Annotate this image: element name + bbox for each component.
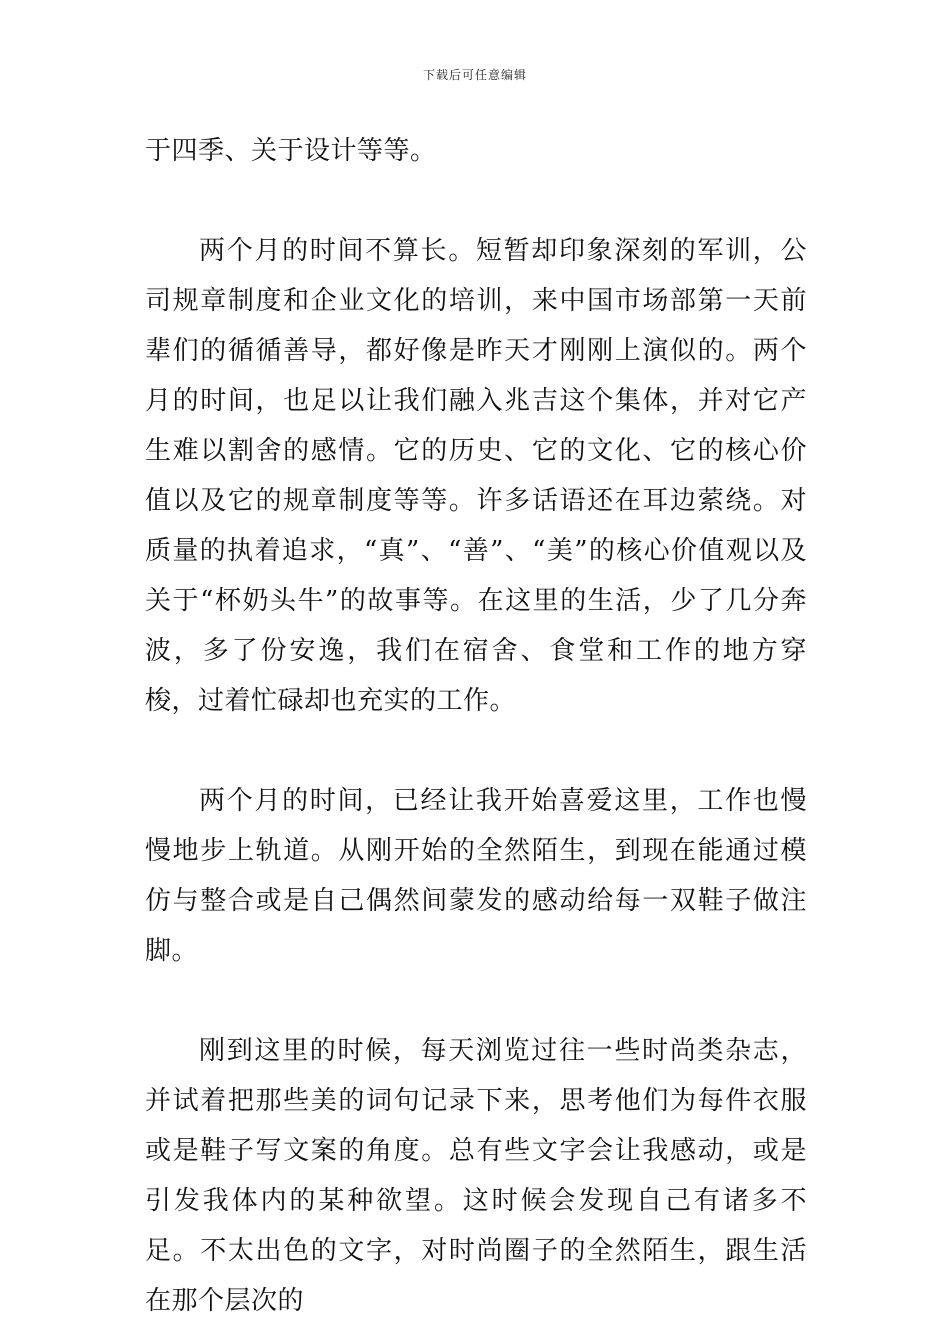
- paragraph-gap: [145, 976, 807, 1026]
- paragraph-work-progress: 两个月的时间，已经让我开始喜爱这里，工作也慢慢地步上轨道。从刚开始的全然陌生，到现在能通过模仿与整合或是自己偶然间蒙发的感动给每一双鞋子做注脚。: [145, 786, 807, 966]
- paragraph-fashion-magazines: 刚到这里的时候，每天浏览过往一些时尚类杂志，并试着把那些美的词句记录下来，思考他们为每件衣服或是鞋子写文案的角度。总有些文字会让我感动，或是引发我体内的某种欲望。这时候会发现自己有诸多不足。不太出色的文字，对时尚圈子的全然陌生，跟生活在那个层次的: [145, 1036, 807, 1316]
- paragraph-gap: [145, 176, 807, 226]
- paragraph-military-training: 两个月的时间不算长。短暂却印象深刻的军训，公司规章制度和企业文化的培训，来中国市场部第一天前辈们的循循善导，都好像是昨天才刚刚上演似的。两个月的时间，也足以让我们融入兆吉这个集体，并对它产生难以割舍的感情。它的历史、它的文化、它的核心价值以及它的规章制度等等。许多话语还在耳边萦绕。对质量的执着追求，“真”、“善”、“美”的核心价值观以及关于“杯奶头牛”的故事等。在这里的生活，少了几分奔波，多了份安逸，我们在宿舍、食堂和工作的地方穿梭，过着忙碌却也充实的工作。: [145, 236, 807, 716]
- document-body: [145, 126, 807, 1326]
- header-note: 下载后可任意编辑: [422, 68, 527, 82]
- paragraph-continuation: 于四季、关于设计等等。: [145, 136, 437, 166]
- paragraph-gap: [145, 726, 807, 776]
